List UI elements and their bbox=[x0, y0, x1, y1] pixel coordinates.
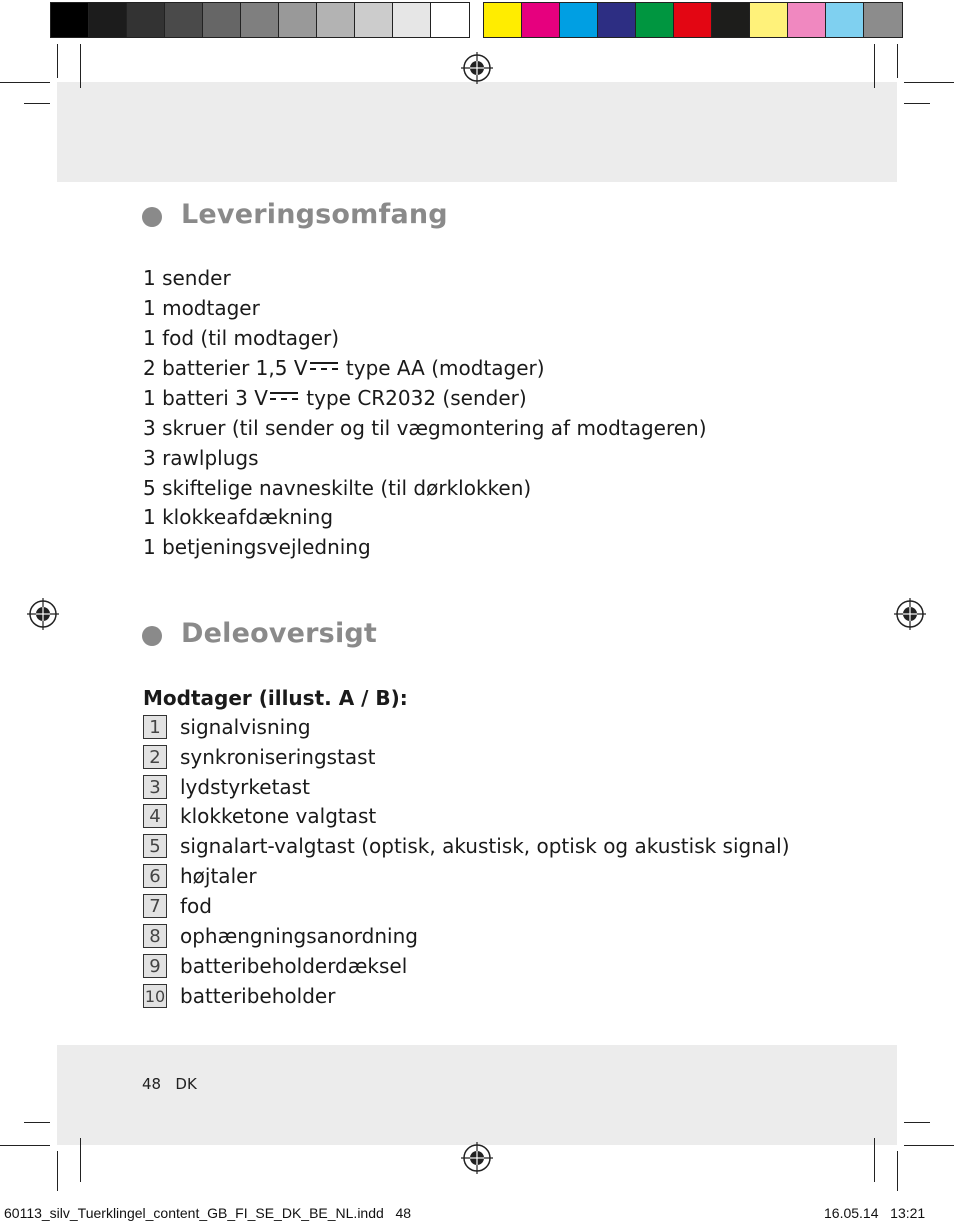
part-row bbox=[143, 863, 257, 889]
color-swatch bbox=[241, 3, 279, 37]
part-number-box: 10 bbox=[143, 984, 167, 1008]
section-heading-overview: Deleoversigt bbox=[181, 618, 378, 649]
part-row bbox=[143, 923, 418, 949]
color-swatch bbox=[826, 3, 864, 37]
slug-time: 13:21 bbox=[890, 1205, 926, 1221]
subheading-receiver: Modtager (illust. A / B): bbox=[143, 686, 408, 710]
part-number-box: 9 bbox=[143, 954, 167, 978]
crop-mark bbox=[874, 44, 875, 88]
color-swatch bbox=[431, 3, 469, 37]
list-item: 1 sender bbox=[143, 266, 231, 290]
part-label: signalvisning bbox=[180, 715, 311, 739]
part-row bbox=[143, 893, 212, 919]
list-item: 1 klokkeafdækning bbox=[143, 505, 334, 529]
part-row bbox=[143, 953, 407, 979]
part-row bbox=[143, 833, 790, 859]
color-swatch bbox=[393, 3, 431, 37]
part-row bbox=[143, 774, 310, 800]
crop-mark bbox=[904, 103, 930, 104]
registration-mark-icon bbox=[894, 598, 926, 630]
part-number-box: 3 bbox=[143, 775, 167, 799]
part-label: synkroniseringstast bbox=[180, 745, 376, 769]
color-swatch bbox=[355, 3, 393, 37]
list-item: 3 rawlplugs bbox=[143, 446, 259, 470]
crop-mark bbox=[80, 44, 81, 88]
color-swatch bbox=[279, 3, 317, 37]
color-swatch bbox=[165, 3, 203, 37]
crop-mark bbox=[904, 82, 954, 83]
bullet-dot-icon bbox=[142, 626, 162, 646]
part-label: klokketone valgtast bbox=[180, 804, 377, 828]
color-swatch bbox=[51, 3, 89, 37]
language-code: DK bbox=[175, 1075, 197, 1093]
color-calibration-bar bbox=[483, 2, 903, 38]
color-swatch bbox=[127, 3, 165, 37]
part-label: batteribeholderdæksel bbox=[180, 954, 408, 978]
list-item-text: type AA (modtager) bbox=[339, 356, 545, 380]
part-row bbox=[143, 714, 311, 740]
slug-datetime bbox=[824, 1205, 925, 1221]
part-number-box: 6 bbox=[143, 864, 167, 888]
crop-mark bbox=[904, 1122, 930, 1123]
part-label: højtaler bbox=[180, 864, 257, 888]
crop-mark bbox=[0, 1145, 50, 1146]
registration-mark-icon bbox=[461, 52, 493, 84]
list-item: 5 skiftelige navneskilte (til dørklokken) bbox=[143, 476, 532, 500]
color-swatch bbox=[522, 3, 560, 37]
part-label: ophængningsanordning bbox=[180, 924, 418, 948]
bullet-dot-icon bbox=[142, 207, 162, 227]
crop-mark bbox=[57, 44, 58, 78]
dc-voltage-symbol-icon bbox=[310, 361, 338, 373]
part-row bbox=[143, 803, 376, 829]
registration-mark-icon bbox=[461, 1142, 493, 1174]
part-label: fod bbox=[180, 894, 212, 918]
crop-mark bbox=[57, 1151, 58, 1191]
color-swatch bbox=[788, 3, 826, 37]
list-item: 1 fod (til modtager) bbox=[143, 326, 340, 350]
list-item: 1 modtager bbox=[143, 296, 260, 320]
page-number: 48 bbox=[142, 1075, 162, 1093]
list-item-text: 1 batteri 3 V bbox=[143, 386, 268, 410]
crop-mark bbox=[874, 1138, 875, 1182]
slug-date: 16.05.14 bbox=[824, 1205, 879, 1221]
part-label: lydstyrketast bbox=[180, 775, 310, 799]
list-item bbox=[143, 358, 545, 378]
color-swatch bbox=[484, 3, 522, 37]
slug-filename bbox=[4, 1205, 411, 1221]
crop-mark bbox=[80, 1138, 81, 1182]
slug-page: 48 bbox=[395, 1205, 412, 1221]
list-item bbox=[143, 388, 527, 408]
part-number-box: 5 bbox=[143, 834, 167, 858]
part-row bbox=[143, 983, 335, 1009]
part-number-box: 7 bbox=[143, 894, 167, 918]
part-number-box: 4 bbox=[143, 804, 167, 828]
part-label: batteribeholder bbox=[180, 984, 336, 1008]
part-number-box: 8 bbox=[143, 924, 167, 948]
color-swatch bbox=[750, 3, 788, 37]
crop-mark bbox=[897, 1151, 898, 1191]
part-label: signalart-valgtast (optisk, akustisk, optisk og akustisk signal) bbox=[180, 834, 790, 858]
header-band bbox=[57, 82, 897, 182]
color-swatch bbox=[317, 3, 355, 37]
list-item: 3 skruer (til sender og til vægmontering af modtageren) bbox=[143, 416, 707, 440]
dc-voltage-symbol-icon bbox=[270, 391, 298, 403]
color-swatch bbox=[674, 3, 712, 37]
color-swatch bbox=[203, 3, 241, 37]
page-footer bbox=[142, 1075, 197, 1093]
color-swatch bbox=[89, 3, 127, 37]
list-item-text: type CR2032 (sender) bbox=[299, 386, 527, 410]
color-swatch bbox=[598, 3, 636, 37]
color-swatch bbox=[636, 3, 674, 37]
section-heading-scope: Leveringsomfang bbox=[181, 199, 448, 230]
crop-mark bbox=[0, 82, 50, 83]
color-swatch bbox=[560, 3, 598, 37]
footer-band bbox=[57, 1045, 897, 1145]
gray-calibration-bar bbox=[50, 2, 470, 38]
slug-file: 60113_silv_Tuerklingel_content_GB_FI_SE_DK_BE_NL.indd bbox=[4, 1205, 384, 1221]
color-swatch bbox=[712, 3, 750, 37]
color-swatch bbox=[864, 3, 902, 37]
list-item: 1 betjeningsvejledning bbox=[143, 535, 371, 559]
crop-mark bbox=[24, 1122, 50, 1123]
crop-mark bbox=[897, 44, 898, 78]
crop-mark bbox=[24, 103, 50, 104]
list-item-text: 2 batterier 1,5 V bbox=[143, 356, 308, 380]
part-row bbox=[143, 744, 375, 770]
crop-mark bbox=[904, 1145, 954, 1146]
part-number-box: 2 bbox=[143, 745, 167, 769]
part-number-box: 1 bbox=[143, 715, 167, 739]
registration-mark-icon bbox=[27, 598, 59, 630]
